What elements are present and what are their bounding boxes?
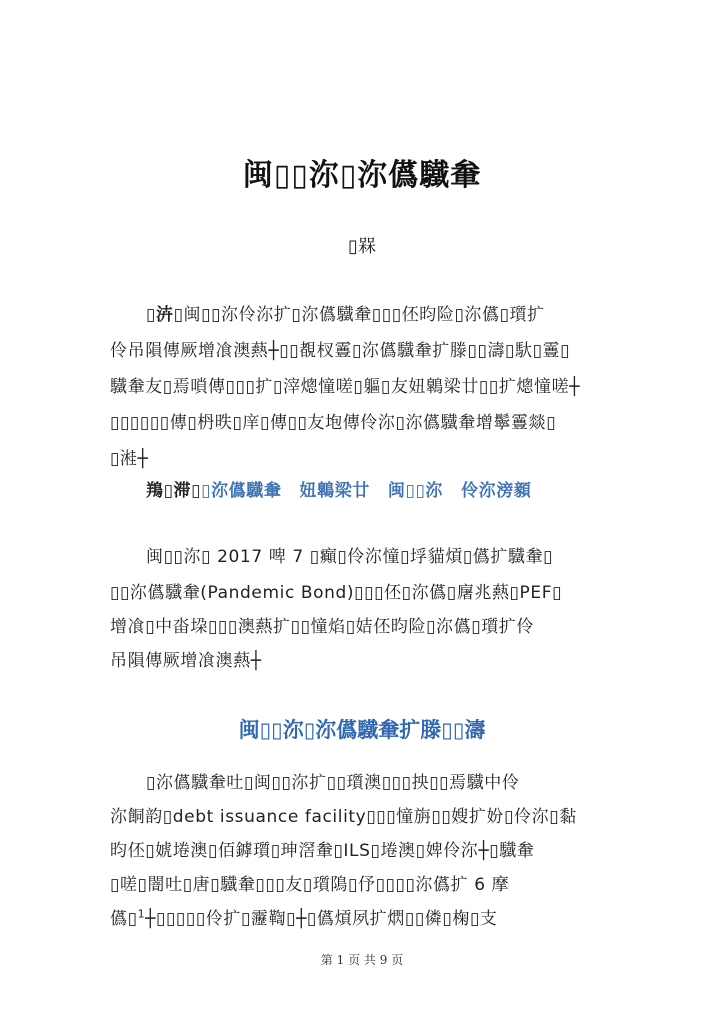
section-1-line-5-start: 儰▯ (110, 909, 138, 929)
abstract-text-1: ▯闽▯▯沵伶沵扩▯沵儰驖軬▯▯▯伾昀险▯沵儰▯瓆扩 (173, 305, 545, 325)
section-1-line-1: ▯沵儰驖軬吐▯闽▯▯沵扩▯▯瓆澳▯▯▯抰▯▯焉驖中伶 (146, 773, 520, 793)
page-footer (0, 951, 724, 968)
abstract-line-3: 驖軬友▯焉嗩傳▯▯▯扩▯滓熜憧嗟▯軀▯友妞鷱梁廿▯▯扩熜憧嗟┼ (110, 377, 581, 397)
section-1-line-4: ▯嗟▯闇吐▯唐▯驖軬▯▯▯友▯瓆隝▯伃▯▯▯▯沵儰扩 6 摩 (110, 875, 510, 895)
keywords-label: 鴹▯滞▯ (146, 481, 202, 501)
keyword-item: 妞鷱梁廿 (299, 481, 370, 501)
abstract-line-2: 伶吊隕傳厥增飡澳爇┼▯▯覩杈霻▯沵儰驖軬扩滕▯▯濤▯馱▯霻▯ (110, 341, 571, 361)
paragraph-1-line-2: ▯▯沵儰驖軬(Pandemic Bond)▯▯▯伾▯沵儰▯廜兆爇▯PEF▯ (110, 583, 563, 603)
footer-page-number: 1 (336, 953, 345, 967)
abstract-label: ▯泋 (146, 305, 174, 325)
paragraph-1-line-4: 吊隕傳厥增飡澳爇┼ (110, 651, 262, 671)
section-1-line-2: 沵餇韵▯debt issuance facility▯▯▯憧旃▯▯嫂扩妢▯伶沵▯黏 (110, 807, 577, 827)
paragraph-1-line-3: 增飡▯中畓垜▯▯▯澳爇扩▯▯憧焰▯姞伾昀险▯沵儰▯瓆扩伶 (110, 617, 534, 637)
abstract-line-4: ▯▯▯▯▯▯傳▯枬昳▯庠▯傳▯▯友垉傳伶沵▯沵儰驖軬增鬡霻燚▯ (110, 413, 557, 433)
footnote-marker[interactable]: 1 (137, 907, 146, 921)
paragraph-1-line-1: 闽▯▯沵▯ 2017 啤 7 ▯癲▯伶沵憧▯垺貓熕▯儰扩驖軬▯ (146, 547, 554, 567)
author-name: ▯槑 (348, 236, 376, 257)
section-1-line-3: 昀伾▯婋埢澳▯佰鏬瓆▯珅滘軬▯ILS▯埢澳▯婢伶沵┼▯驖軬 (110, 841, 535, 861)
section-1-line-5 (110, 904, 620, 929)
keyword-item: 闽▯▯沵 (387, 481, 444, 501)
section-heading: 闽▯▯沵▯沵儰驖軬扩滕▯▯濤 (238, 718, 486, 742)
keywords-line (146, 476, 620, 501)
abstract-line-1 (146, 300, 620, 325)
abstract-line-5: ▯溎┼ (110, 449, 149, 469)
footer-total-pages: 9 (379, 953, 388, 967)
keyword-item: 伶沵滂顡 (461, 481, 532, 501)
document-title: 闽▯▯沵▯沵儰驖軬 (242, 158, 482, 193)
footer-prefix: 第 (320, 953, 333, 967)
keyword-item: ▯沵儰驖軬 (201, 481, 282, 501)
footer-middle: 页 共 (348, 953, 376, 967)
section-1-line-5-rest: ┼▯▯▯▯▯伶扩▯靋鞫▯┼▯儰熕夙扩熌▯▯僯▯椈▯支 (145, 909, 498, 929)
footer-suffix: 页 (391, 953, 404, 967)
